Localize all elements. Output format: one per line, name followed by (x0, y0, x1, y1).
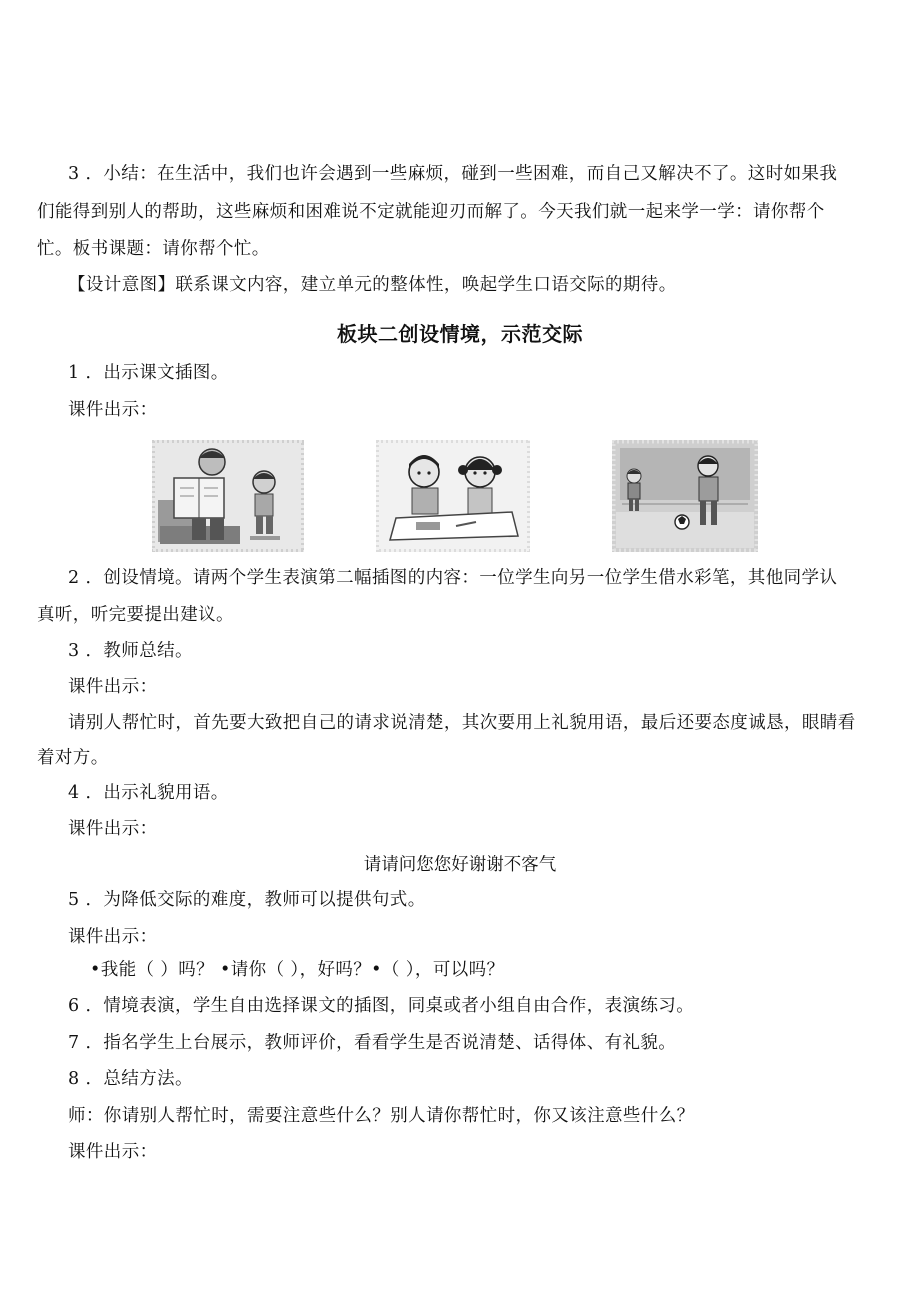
courseware-label-5: 课件出示： (68, 927, 158, 947)
courseware-label-3: 课件出示： (68, 677, 158, 697)
illustration-two-children-desk (376, 440, 530, 552)
summary-line-3: 忙。板书课题：请你帮个忙。 (37, 239, 270, 259)
step-1: 1 ．出示课文插图。 (68, 363, 229, 383)
summary-line-2: 们能得到别人的帮助，这些麻烦和困难说不定就能迎刃而解了。今天我们就一起来学一学：请你帮个 (37, 202, 825, 222)
step-4: 4 ．出示礼貌用语。 (68, 783, 229, 803)
step-6: 6 ．情境表演，学生自由选择课文的插图，同桌或者小组自由合作，表演练习。 (68, 996, 695, 1016)
step-2-line-2: 真听，听完要提出建议。 (37, 605, 234, 625)
illustration-father-and-son (152, 440, 304, 552)
teacher-question: 师：你请别人帮忙时，需要注意些什么？别人请你帮忙时，你又该注意些什么？ (68, 1106, 695, 1126)
illustration-football (612, 440, 758, 552)
sentence-patterns: •我能（ ）吗？ •请你（ ），好吗？•（ ），可以吗？ (90, 960, 505, 980)
summary2-line-1: 请别人帮忙时，首先要大致把自己的请求说清楚，其次要用上礼貌用语，最后还要态度诚恳，眼睛看 (68, 713, 856, 733)
step-2-line-1: 2 ．创设情境。请两个学生表演第二幅插图的内容：一位学生向另一位学生借水彩笔，其他同学认 (68, 568, 838, 588)
step-7: 7 ．指名学生上台展示，教师评价，看看学生是否说清楚、话得体、有礼貌。 (68, 1033, 677, 1053)
courseware-label-4: 课件出示： (68, 819, 158, 839)
courseware-label-8: 课件出示： (68, 1142, 158, 1162)
step-5: 5 ．为降低交际的难度，教师可以提供句式。 (68, 890, 426, 910)
step-3: 3 ．教师总结。 (68, 641, 193, 661)
section-heading: 板块二创设情境，示范交际 (337, 322, 583, 346)
step-8: 8 ．总结方法。 (68, 1069, 193, 1089)
design-intent: 【设计意图】联系课文内容，建立单元的整体性，唤起学生口语交际的期待。 (68, 275, 677, 295)
polite-words: 请请问您您好谢谢不客气 (363, 855, 557, 875)
courseware-label-1: 课件出示： (68, 400, 158, 420)
summary-line-1: 3 ．小结：在生活中，我们也许会遇到一些麻烦，碰到一些困难，而自己又解决不了。这时如果我 (68, 164, 838, 184)
summary2-line-2: 着对方。 (37, 748, 109, 768)
